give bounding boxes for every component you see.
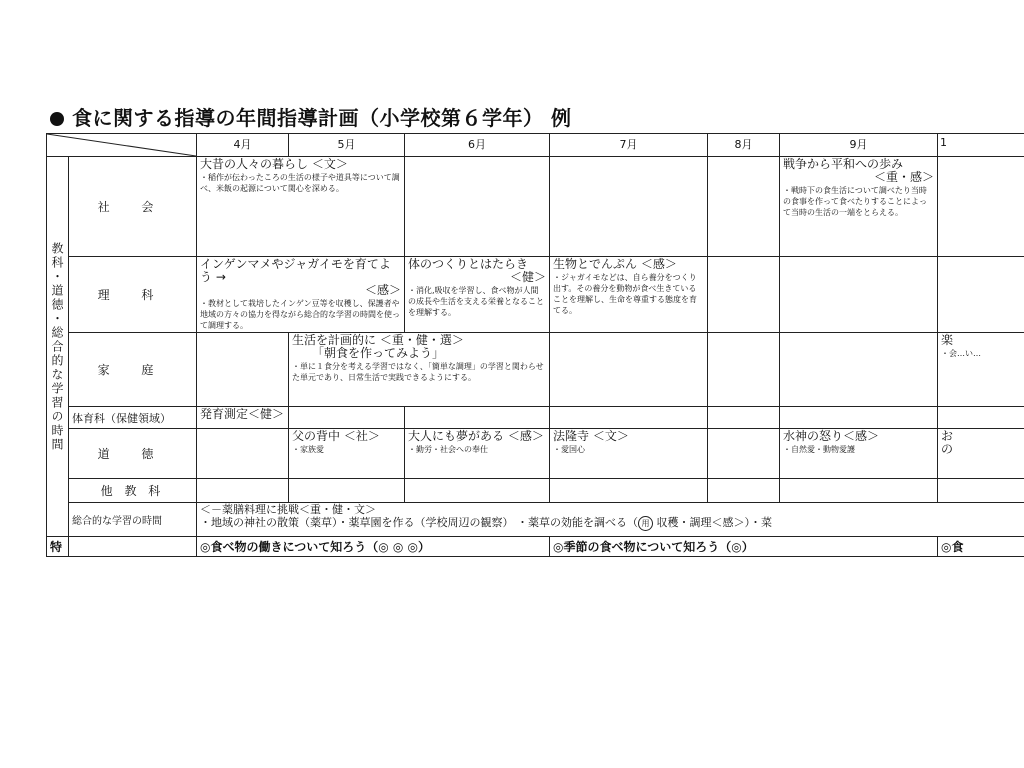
month-9: 9月 xyxy=(780,134,938,157)
dotoku-jul-title: 法隆寺 ＜文＞ xyxy=(553,429,629,443)
dotoku-may xyxy=(289,429,405,479)
rika-jul-note: ・ジャガイモなどは、自ら養分をつくり出す。その養分を動物が食べ生きていることを理解し、生命を尊重する態度を育てる。 xyxy=(553,273,697,315)
shakai-oct xyxy=(938,157,1024,257)
rika-jul-title: 生物とでんぷん ＜感＞ xyxy=(553,257,677,271)
row-takyoka xyxy=(47,479,1024,503)
taiiku-sep xyxy=(780,407,938,429)
month-8: 8月 xyxy=(708,134,780,157)
dotoku-jun-title: 大人にも夢がある ＜感＞ xyxy=(408,429,544,443)
sogo-activities xyxy=(197,503,1024,537)
takyoka-jul xyxy=(550,479,708,503)
taiiku-may xyxy=(289,407,405,429)
subject-dotoku: 道 徳 xyxy=(69,429,197,479)
dotoku-sep-title: 水神の怒り＜感＞ xyxy=(783,429,880,443)
dotoku-jun-note: ・勤労・社会への奉仕 xyxy=(408,445,488,454)
rika-apr-note: ・教材として栽培したインゲン豆等を収穫し、保護者や地域の方々の協力を得ながら総合的な学習の時間を使って調理する。 xyxy=(200,299,400,330)
subject-rika: 理 科 xyxy=(69,257,197,333)
month-7: 7月 xyxy=(550,134,708,157)
row-katei xyxy=(47,333,1024,407)
shakai-apr-title: 大昔の人々の暮らし ＜文＞ xyxy=(200,157,348,171)
month-4: 4月 xyxy=(197,134,289,157)
month-6: 6月 xyxy=(405,134,550,157)
katei-may-title: 生活を計画的に ＜重・健・選＞ xyxy=(292,333,464,347)
dotoku-may-note: ・家族愛 xyxy=(292,445,324,454)
dotoku-oct-note: の xyxy=(941,442,954,456)
dotoku-jul-note: ・愛国心 xyxy=(553,445,585,454)
dotoku-oct-title: お xyxy=(941,429,954,443)
rika-apr-mark: ＜感＞ xyxy=(364,283,401,297)
katei-oct xyxy=(938,333,1024,407)
row-rika xyxy=(47,257,1024,333)
shakai-aug xyxy=(708,157,780,257)
katei-aug xyxy=(708,333,780,407)
shakai-sep-mark: ＜重・感＞ xyxy=(873,170,934,184)
sogo-line-2-text: ・地域の神社の散策（薬草）・薬草園を作る（学校周辺の観察） ・薬草の効能を調べる（ xyxy=(200,516,638,529)
dotoku-may-title: 父の背中 ＜社＞ xyxy=(292,429,380,443)
row-sogo xyxy=(47,503,1024,537)
takyoka-aug xyxy=(708,479,780,503)
katei-apr xyxy=(197,333,289,407)
sogo-line-2-end: 収穫・調理＜感＞）・菜 xyxy=(656,516,772,529)
rika-jun-mark: ＜健＞ xyxy=(509,270,546,284)
taiiku-jun xyxy=(405,407,550,429)
shakai-jul xyxy=(550,157,708,257)
katei-may xyxy=(289,333,550,407)
rika-jun xyxy=(405,257,550,333)
katei-oct-title: 楽 xyxy=(941,333,954,347)
katei-oct-note: ・会…い… xyxy=(941,349,981,358)
rika-sep xyxy=(780,257,938,333)
rika-jun-title: 体のつくりとはたらき xyxy=(408,257,529,271)
rika-apr-title: インゲンマメやジャガイモを育てよう → xyxy=(200,257,391,284)
takyoka-oct xyxy=(938,479,1024,503)
cut-b: ◎季節の食べ物について知ろう（◎） xyxy=(550,537,938,557)
rika-aug xyxy=(708,257,780,333)
katei-may-note: ・単に１食分を考える学習ではなく、「簡単な調理」の学習と関わらせた単元であり、日常生活で実践できるようにする。 xyxy=(292,362,544,382)
row-taiiku xyxy=(47,407,1024,429)
cut-a: ◎食べ物の働きについて知ろう（◎ ◎ ◎） xyxy=(197,537,550,557)
shakai-apr xyxy=(197,157,405,257)
cut-c: ◎食 xyxy=(938,537,1024,557)
cut-label: 特 xyxy=(47,537,69,557)
subject-sogo: 総合的な学習の時間 xyxy=(69,503,197,537)
dotoku-sep xyxy=(780,429,938,479)
dotoku-apr xyxy=(197,429,289,479)
rika-jun-note: ・消化,吸収を学習し、食べ物が人間の成長や生活を支える栄養となることを理解する。 xyxy=(408,286,544,317)
takyoka-sep xyxy=(780,479,938,503)
row-tokubetsu-cut xyxy=(47,537,1024,557)
cut-blank xyxy=(69,537,197,557)
plan-sheet xyxy=(46,133,1024,560)
group-label: 教科・道徳・総合的な学習の時間 xyxy=(47,157,69,537)
subject-takyoka: 他 教 科 xyxy=(69,479,197,503)
takyoka-jun xyxy=(405,479,550,503)
takyoka-apr xyxy=(197,479,289,503)
taiiku-apr xyxy=(197,407,289,429)
takyoka-may xyxy=(289,479,405,503)
page-title xyxy=(50,102,571,131)
taiiku-jul xyxy=(550,407,708,429)
rika-oct xyxy=(938,257,1024,333)
row-shakai xyxy=(47,157,1024,257)
shakai-sep xyxy=(780,157,938,257)
katei-sep xyxy=(780,333,938,407)
dotoku-jul xyxy=(550,429,708,479)
row-dotoku xyxy=(47,429,1024,479)
sogo-line-1: ＜－薬膳料理に挑戦＜重・健・文＞ xyxy=(200,503,376,516)
subject-shakai: 社 会 xyxy=(69,157,197,257)
dotoku-aug xyxy=(708,429,780,479)
rika-apr xyxy=(197,257,405,333)
shakai-jun xyxy=(405,157,550,257)
title-bullet-icon xyxy=(50,112,64,126)
shakai-sep-note: ・戦時下の食生活について調べたり当時の食事を作って食べたりすることによって当時の生活の一端をとらえる。 xyxy=(783,186,927,217)
rika-jul xyxy=(550,257,708,333)
month-5: 5月 xyxy=(289,134,405,157)
title-text: 食に関する指導の年間指導計画（小学校第６学年） 例 xyxy=(72,106,572,130)
taiiku-aug xyxy=(708,407,780,429)
plan-table xyxy=(46,133,1024,557)
dotoku-jun xyxy=(405,429,550,479)
taiiku-oct xyxy=(938,407,1024,429)
dotoku-sep-note: ・自然愛・動物愛護 xyxy=(783,445,855,454)
corner-cell xyxy=(47,134,197,157)
shakai-sep-title: 戦争から平和への歩み xyxy=(783,157,904,171)
corner-diagonal xyxy=(47,134,196,156)
sogo-line-2 xyxy=(200,516,1024,531)
shakai-apr-note: ・稲作が伝わったころの生活の様子や道具等について調べ、米飯の起源について関心を深める。 xyxy=(200,173,400,193)
subject-katei: 家 庭 xyxy=(69,333,197,407)
month-10-partial: 1 xyxy=(938,134,1024,157)
month-header-row xyxy=(47,134,1024,157)
katei-jul xyxy=(550,333,708,407)
dotoku-oct xyxy=(938,429,1024,479)
subject-taiiku: 体育科（保健領域） xyxy=(69,407,197,429)
circled-mark-icon: 用 xyxy=(638,516,653,531)
taiiku-apr-text: 発育測定＜健＞ xyxy=(200,407,285,421)
katei-may-sub: 「朝食を作ってみよう」 xyxy=(312,346,445,360)
